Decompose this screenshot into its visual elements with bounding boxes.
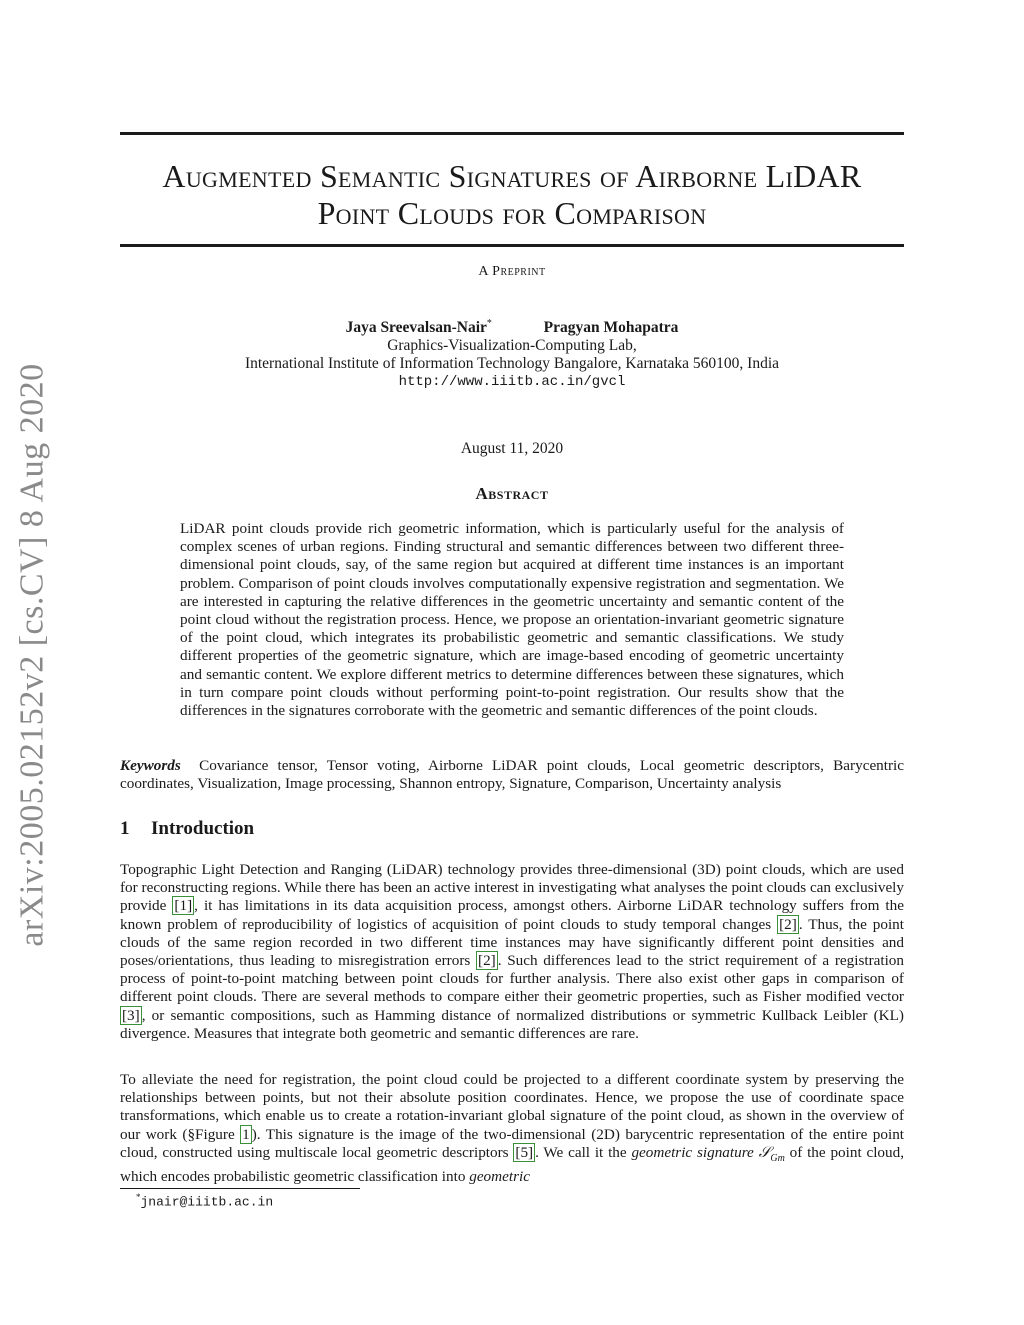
footnote-mark[interactable]: * [486, 318, 492, 329]
footnote-rule [120, 1188, 360, 1189]
citation-link[interactable]: [1] [174, 897, 193, 915]
signature-symbol: 𝒮$_{Gm}$ [758, 1143, 785, 1164]
footnote-email[interactable]: jnair@iiitb.ac.in [140, 1194, 274, 1210]
arxiv-id-text: arXiv:2005.02152v2 [cs.CV] 8 Aug 2020 [14, 363, 51, 947]
keywords-label: Keywords [120, 757, 181, 774]
title-line-1: Augmented Semantic Signatures of Airborne LiDAR [162, 158, 862, 194]
citation-link[interactable]: [2] [779, 915, 797, 933]
citation-link[interactable]: [2] [478, 952, 496, 970]
keywords-block [120, 757, 904, 793]
arxiv-sidebar-stamp [6, 350, 60, 960]
footnote-marker: * [136, 1192, 141, 1202]
abstract-heading: Abstract [475, 484, 549, 503]
lab-name: Graphics-Visualization-Computing Lab, [387, 337, 637, 355]
institute-name: International Institute of Information Technology Bangalore, Karnataka 560100, India [244, 355, 780, 373]
author-block [120, 318, 904, 391]
section-title: Introduction [151, 818, 255, 839]
lab-url[interactable]: http://www.iiitb.ac.in/gvcl [398, 374, 626, 391]
footnote [136, 1192, 273, 1209]
author-1: Jaya Sreevalsan-Nair* [345, 318, 492, 337]
title-line-2: Point Clouds for Comparison [317, 195, 707, 231]
figure-link[interactable]: 1 [242, 1125, 250, 1143]
intro-paragraph-2: To alleviate the need for registration, the point cloud could be projected to a different coordinate system by preserving the relationships between points, but not their absolute position coordinates. Hence, we propose the use of coordinate space transformations, which enable us to create a rotation-invariant global signature of the point cloud, as shown in the overview of our work (§Figure 1 ). This signature is the image of the two-dimensional (2D) barycentric representation of the entire point cloud, constructed using multiscale local geometric descriptors [5] . We call it the geometric signature 𝒮$_{Gm}$ of the point cloud, which encodes probabilistic geometric classification into geometric [120, 1071, 905, 1186]
intro-paragraph-1: Topographic Light Detection and Ranging (LiDAR) technology provides three-dimensional (3D) point clouds, which are used for reconstructing regions. While there has been an active interest in investigating what analyses the point clouds can exclusively provide [1] , it has limitations in its data acquisition process, amongst others. Airborne LiDAR technology suffers from the known problem of reproducibility of logistics of acquisition of point clouds to study temporal changes [2] . Thus, the point clouds of the same region recorded in two different time instances may have significantly different point densities and poses/orientations, thus leading to misregistration errors [2] . Such differences lead to the strict requirement of a registration process of point-to-point matching between point clouds for further analysis. There also exist other gaps in comparison of different point clouds. There are several methods to compare either their geometric properties, such as Fisher modified vector [3] , or semantic compositions, such as Hamming distance of normalized distributions or symmetric Kullback Leibler (KL) divergence. Measures that integrate both geometric and semantic differences are rare. [120, 861, 904, 1042]
citation-link[interactable]: [5] [515, 1143, 534, 1161]
author-2: Pragyan Mohapatra [543, 319, 679, 337]
emphasis-term: geometric [469, 1168, 530, 1186]
emphasis-term: geometric signature [631, 1143, 754, 1161]
preprint-label: A Preprint [478, 264, 546, 279]
keywords-text: Covariance tensor, Tensor voting, Airborne LiDAR point clouds, Local geometric descriptors, Barycentric coordinates, Visualization, Image processing, Shannon entropy, Signature, Comparison, Uncertainty analysis [120, 757, 905, 793]
title-top-rule [120, 132, 904, 135]
title-bottom-rule [120, 244, 904, 247]
section-heading [120, 818, 254, 840]
section-number: 1 [120, 818, 130, 839]
citation-link[interactable]: [3] [122, 1006, 140, 1024]
paper-title [120, 158, 904, 232]
paper-date: August 11, 2020 [460, 440, 564, 457]
abstract-text: LiDAR point clouds provide rich geometric information, which is particularly useful for the analysis of complex scenes of urban regions. Finding structural and semantic differences between two different three-dimensional point clouds, say, of the same region but acquired at different time instances is an important problem. Comparison of point clouds involves computationally expensive registration and segmentation. We are interested in capturing the relative differences in the geometric uncertainty and semantic content of the point cloud without the registration process. Hence, we propose an orientation-invariant geometric signature of the point cloud, which integrates its probabilistic geometric and semantic classifications. We study different properties of the geometric signature, which are image-based encoding of geometric uncertainty and semantic content. We explore different metrics to determine differences between these signatures, which in turn compare point clouds without performing point-to-point registration. Our results show that the differences in the signatures corroborate with the geometric and semantic differences of the point clouds. [180, 520, 844, 720]
